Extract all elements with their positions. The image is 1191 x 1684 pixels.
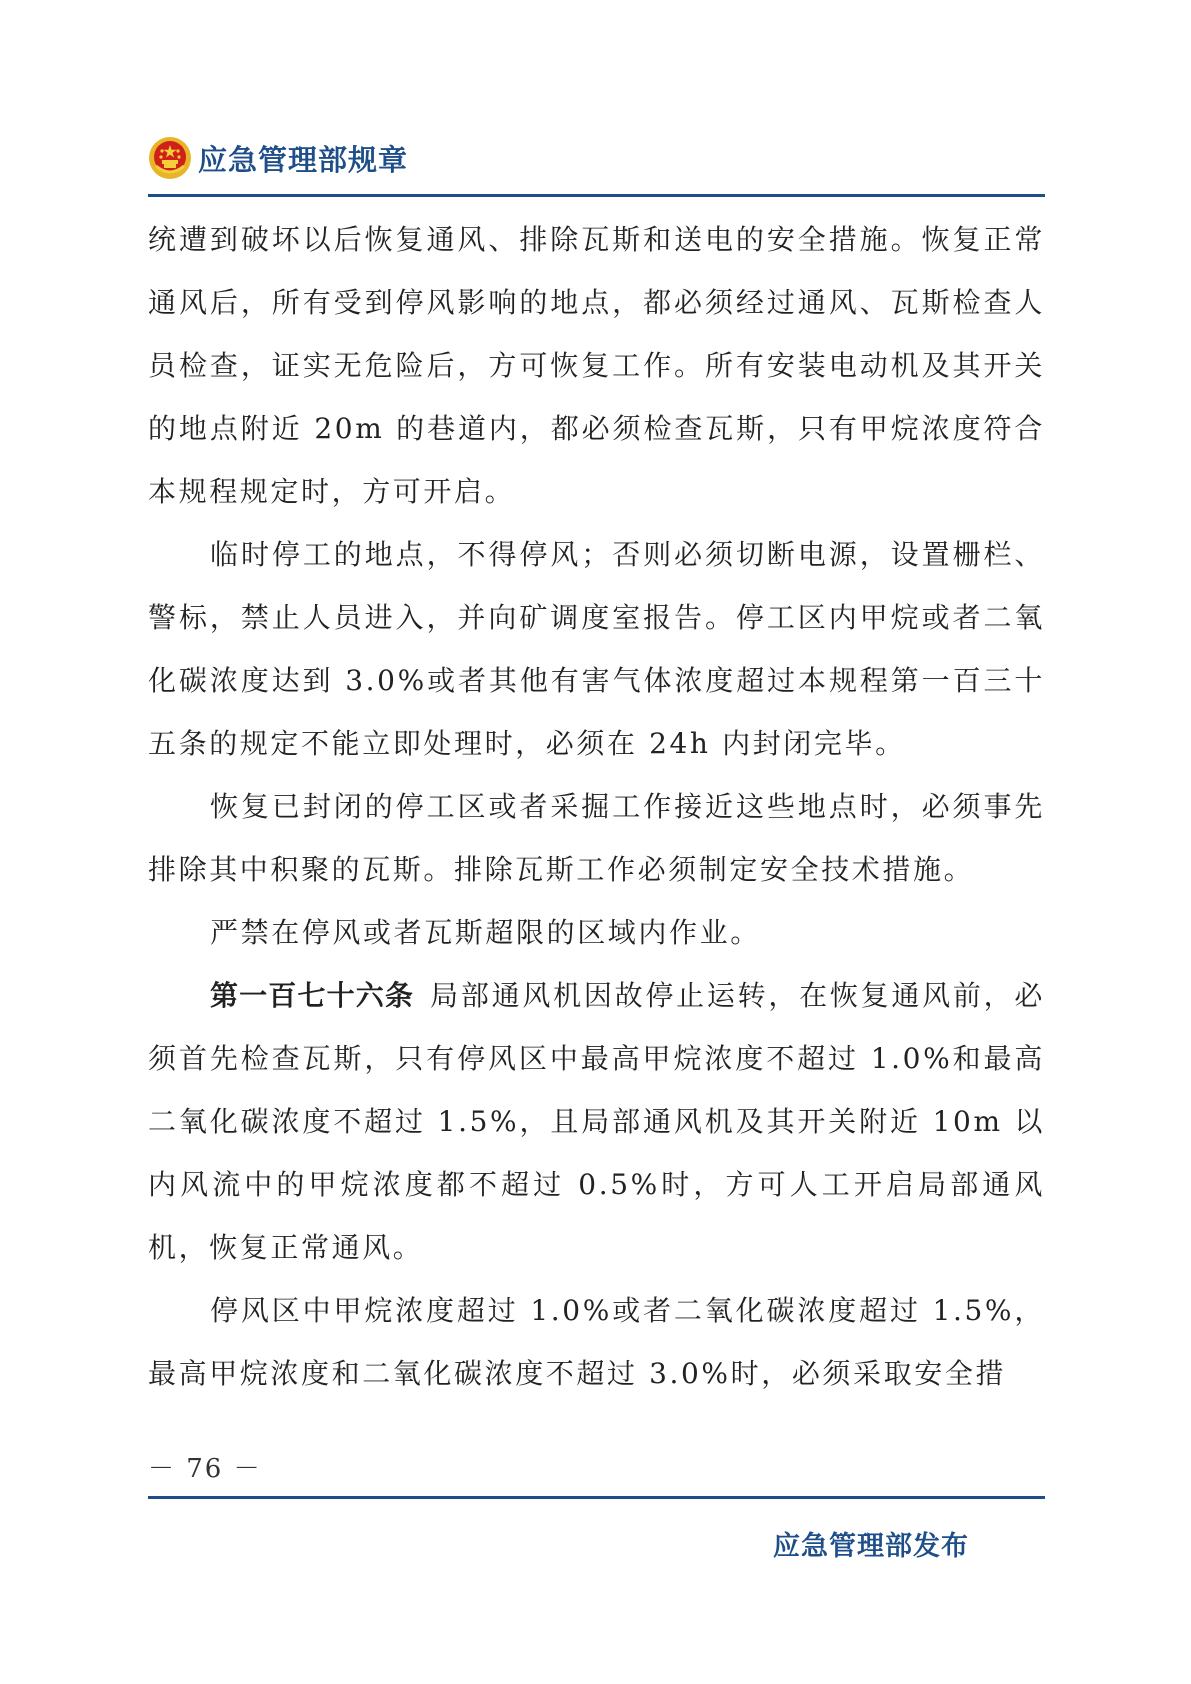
- article-number: 第一百七十六条: [210, 979, 415, 1012]
- paragraph: 严禁在停风或者瓦斯超限的区域内作业。: [210, 916, 761, 949]
- page-header: [148, 128, 408, 188]
- header-divider: [148, 194, 1045, 197]
- regulation-body: [148, 208, 1045, 1405]
- header-title: 应急管理部规章: [198, 142, 409, 177]
- national-emblem-icon: [148, 136, 192, 180]
- article-paragraph: [148, 964, 1045, 1279]
- article-text: 局部通风机因故停止运转，在恢复通风前，必须首先检查瓦斯，只有停风区中最高甲烷浓度不超过 1.0%和最高二氧化碳浓度不超过 1.5%，且局部通风机及其开关附近 10m 以内风流中的甲烷浓度都不超过 0.5%时，方可人工开启局部通风机，恢复正常通风。: [148, 979, 1045, 1264]
- footer-publisher: 应急管理部发布: [773, 1531, 969, 1562]
- footer-divider: [148, 1496, 1045, 1499]
- page-number: － 76 －: [148, 1454, 262, 1484]
- paragraph: 临时停工的地点，不得停风；否则必须切断电源，设置栅栏、警标，禁止人员进入，并向矿调度室报告。停工区内甲烷或者二氧化碳浓度达到 3.0%或者其他有害气体浓度超过本规程第一百三十五条的规定不能立即处理时，必须在 24h 内封闭完毕。: [148, 538, 1045, 760]
- paragraph: 统遭到破坏以后恢复通风、排除瓦斯和送电的安全措施。恢复正常通风后，所有受到停风影响的地点，都必须经过通风、瓦斯检查人员检查，证实无危险后，方可恢复工作。所有安装电动机及其开关的地点附近 20m 的巷道内，都必须检查瓦斯，只有甲烷浓度符合本规程规定时，方可开启。: [148, 223, 1045, 508]
- paragraph: 恢复已封闭的停工区或者采掘工作接近这些地点时，必须事先排除其中积聚的瓦斯。排除瓦斯工作必须制定安全技术措施。: [148, 790, 1045, 886]
- paragraph: 停风区中甲烷浓度超过 1.0%或者二氧化碳浓度超过 1.5%，最高甲烷浓度和二氧化碳浓度不超过 3.0%时，必须采取安全措: [148, 1294, 1045, 1390]
